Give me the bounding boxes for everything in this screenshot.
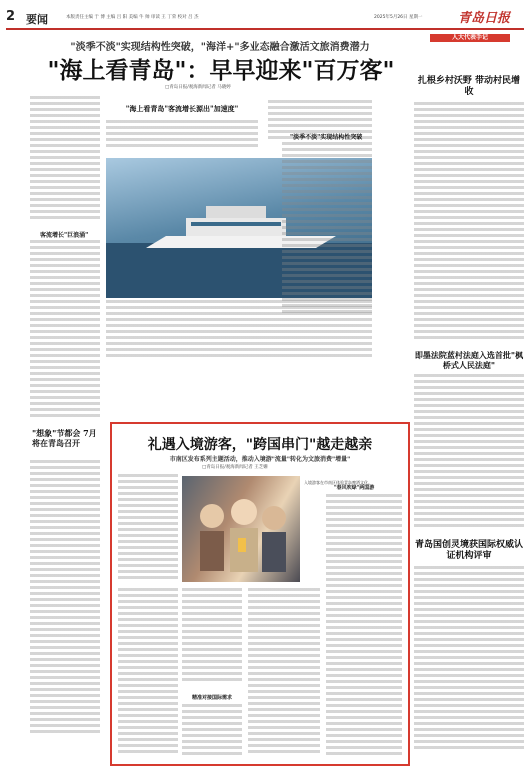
boxed-story-col3: [248, 588, 320, 758]
boxed-story-col1: [118, 474, 178, 582]
boxed-story: [110, 422, 410, 766]
newspaper-logo: 青岛日报: [458, 11, 511, 26]
boxed-story-col2: [182, 588, 242, 688]
left-column-text: [30, 96, 100, 226]
right-top-title: 扎根乡村沃野 带动村民增收: [417, 76, 521, 97]
feature-title: "淡季不淡"实现结构性突破: [290, 134, 363, 141]
feature-text: [282, 142, 372, 322]
right-banner: [430, 34, 510, 42]
right-bottom-title: 青岛国创灵境获国际权威认证机构评审: [414, 540, 523, 561]
boxed-story-col1b: [118, 588, 178, 758]
story2-text: [30, 460, 100, 750]
boxed-story-title: 礼遇入境游客，"跨国串门"越走越亲: [147, 437, 373, 453]
pullquote-box: [106, 98, 258, 156]
story1-title: 客流增长"巨浪涌": [40, 232, 89, 239]
pullquote-text: [106, 120, 258, 147]
story1-text: [30, 240, 100, 425]
editor-credits: 本版责任主编 于 博 主编 吕 阳 美编 牛 帅 审读 王 丁荣 校对 吕 杰: [66, 15, 199, 20]
page-number: 2: [6, 9, 16, 24]
page-header: [6, 6, 524, 30]
boxed-story-col2b: [182, 704, 242, 758]
main-byline: □青岛日报/观海新闻记者 马晓婷: [165, 85, 231, 90]
issue-date: 2025年5月26日 星期一: [374, 15, 423, 20]
tourists-illustration: [182, 476, 300, 582]
tourists-photo: [182, 476, 300, 582]
boxed-story-byline: □青岛日报/观海新闻记者 王芝姗: [202, 465, 268, 470]
boxed-section1-title: 精准对接国际需求: [192, 695, 233, 701]
right-mid-text: [414, 374, 524, 532]
right-top-text: [414, 102, 524, 342]
boxed-photo-caption-text: 入境游客在市南区体验青岛啤酒文化。: [304, 480, 372, 485]
boxed-section2-title: "春风吹绿"两国游: [334, 485, 375, 491]
right-banner-label: 人大代表手记: [451, 34, 488, 41]
story2-title: "想象"节都会 7月将在青岛召开: [32, 428, 97, 448]
boxed-story-col4: [326, 494, 402, 758]
section-name: 要闻: [26, 13, 48, 26]
pullquote-title: "海上看青岛"客流增长源出"加速度": [125, 104, 239, 113]
boxed-story-subtitle: 市南区发布系列主题活动，推动入境游"流量"转化为文旅消费"增量": [169, 456, 351, 463]
right-bottom-text: [414, 566, 524, 756]
main-headline: "海上看青岛"：早早迎来"百万客": [47, 57, 395, 84]
main-kicker: "淡季不淡"实现结构性突破，"海洋+"多业态融合激活文旅消费潜力: [70, 42, 370, 53]
right-mid-title: 即墨法院蓝村法庭入选首批"枫桥式人民法庭": [414, 350, 524, 370]
